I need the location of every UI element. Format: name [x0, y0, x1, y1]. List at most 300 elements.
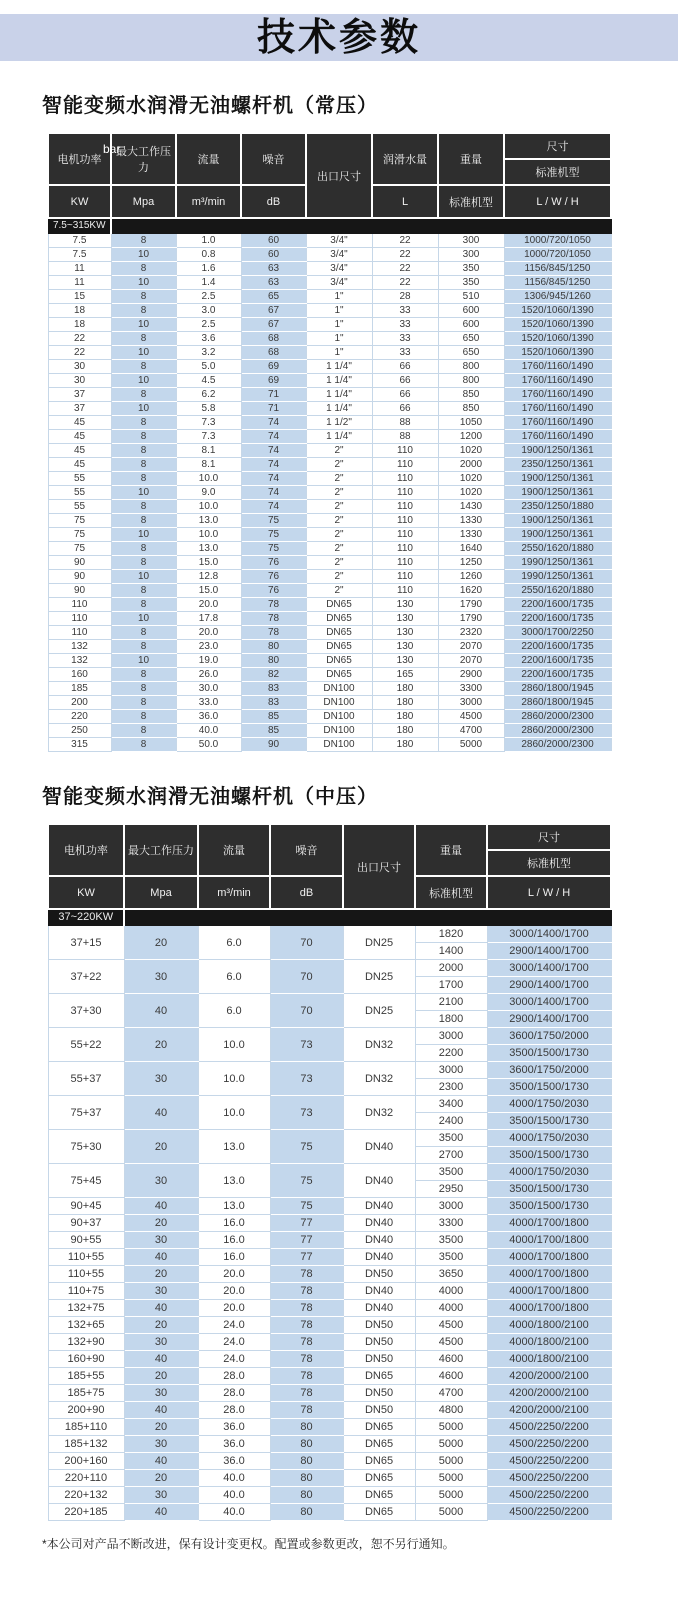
cell-outlet-size: 1 1/4"	[306, 430, 372, 444]
cell-max-pressure: 40	[124, 1504, 198, 1521]
cell-noise: 78	[270, 1402, 343, 1419]
cell-motor-power: 7.5	[48, 234, 111, 248]
cell-lube-water: 33	[372, 318, 438, 332]
cell-max-pressure: 30	[124, 1487, 198, 1504]
cell-weight: 1020	[438, 486, 504, 500]
table-row	[48, 1504, 611, 1521]
table-row	[48, 1283, 611, 1300]
cell-flow: 40.0	[176, 724, 241, 738]
table-row	[48, 500, 611, 514]
cell-outlet-size: DN65	[306, 626, 372, 640]
cell-dimensions: 4000/1750/2030	[487, 1096, 611, 1113]
unit-kw: KW	[48, 185, 111, 218]
cell-weight: 1020	[438, 444, 504, 458]
cell-motor-power: 45	[48, 430, 111, 444]
cell-flow: 15.0	[176, 584, 241, 598]
cell-outlet-size: DN65	[343, 1453, 415, 1470]
cell-motor-power: 185+132	[48, 1436, 124, 1453]
cell-outlet-size: DN40	[343, 1232, 415, 1249]
cell-max-pressure: 10	[111, 528, 176, 542]
cell-outlet-size: DN50	[343, 1385, 415, 1402]
cell-motor-power: 75	[48, 528, 111, 542]
cell-lube-water: 66	[372, 402, 438, 416]
cell-dimensions: 4000/1700/1800	[487, 1283, 611, 1300]
unit-liter: L	[372, 185, 438, 218]
cell-weight: 4600	[415, 1368, 487, 1385]
cell-noise: 76	[241, 556, 306, 570]
cell-noise: 85	[241, 710, 306, 724]
cell-noise: 78	[270, 1334, 343, 1351]
cell-weight: 3000	[438, 696, 504, 710]
table-row	[48, 542, 611, 556]
cell-dimensions: 2860/2000/2300	[504, 738, 611, 752]
range-band-row	[48, 909, 611, 926]
cell-dimensions: 2900/1400/1700	[487, 977, 611, 994]
cell-dimensions: 3000/1400/1700	[487, 960, 611, 977]
table-row	[48, 960, 611, 977]
cell-weight: 2950	[415, 1181, 487, 1198]
cell-noise: 75	[270, 1164, 343, 1198]
table-medium-pressure	[47, 823, 612, 1521]
cell-dimensions: 1000/720/1050	[504, 234, 611, 248]
cell-motor-power: 90	[48, 584, 111, 598]
cell-max-pressure: 40	[124, 1351, 198, 1368]
cell-outlet-size: DN40	[343, 1249, 415, 1266]
cell-weight: 4000	[415, 1283, 487, 1300]
cell-dimensions: 4000/1750/2030	[487, 1164, 611, 1181]
cell-noise: 80	[270, 1419, 343, 1436]
cell-flow: 10.0	[198, 1028, 270, 1062]
cell-motor-power: 11	[48, 262, 111, 276]
range-band-filler	[124, 909, 611, 926]
cell-weight: 510	[438, 290, 504, 304]
cell-noise: 75	[270, 1198, 343, 1215]
cell-dimensions: 4200/2000/2100	[487, 1402, 611, 1419]
cell-outlet-size: 3/4"	[306, 276, 372, 290]
cell-flow: 13.0	[176, 542, 241, 556]
table-row	[48, 234, 611, 248]
cell-dimensions: 4200/2000/2100	[487, 1368, 611, 1385]
cell-outlet-size: DN100	[306, 724, 372, 738]
table-row	[48, 318, 611, 332]
cell-weight: 5000	[415, 1453, 487, 1470]
cell-flow: 1.4	[176, 276, 241, 290]
cell-weight: 3000	[415, 1062, 487, 1079]
table-row	[48, 654, 611, 668]
unit-mpa: Mpa	[124, 876, 198, 909]
cell-motor-power: 110	[48, 626, 111, 640]
unit-lwh: L / W / H	[487, 876, 611, 909]
cell-motor-power: 45	[48, 416, 111, 430]
col-header-motor-power: 电机功率	[48, 824, 124, 876]
cell-max-pressure: 30	[124, 1334, 198, 1351]
cell-max-pressure: 8	[111, 290, 176, 304]
page	[0, 14, 678, 1552]
col-header-flow: 流量	[198, 824, 270, 876]
cell-flow: 50.0	[176, 738, 241, 752]
unit-flow: m³/min	[198, 876, 270, 909]
cell-flow: 12.8	[176, 570, 241, 584]
cell-max-pressure: 10	[111, 486, 176, 500]
cell-max-pressure: 30	[124, 1283, 198, 1300]
table-row	[48, 1232, 611, 1249]
unit-db: dB	[241, 185, 306, 218]
table-row	[48, 1266, 611, 1283]
cell-max-pressure: 8	[111, 626, 176, 640]
cell-weight: 300	[438, 248, 504, 262]
table-row	[48, 710, 611, 724]
table-row	[48, 926, 611, 943]
col-header-standard-model: 标准机型	[504, 159, 611, 185]
cell-lube-water: 110	[372, 500, 438, 514]
cell-motor-power: 7.5	[48, 248, 111, 262]
cell-weight: 650	[438, 332, 504, 346]
table-row	[48, 374, 611, 388]
table-row	[48, 290, 611, 304]
cell-dimensions: 3500/1500/1730	[487, 1045, 611, 1062]
cell-dimensions: 4500/2250/2200	[487, 1436, 611, 1453]
cell-motor-power: 45	[48, 458, 111, 472]
cell-dimensions: 3000/1700/2250	[504, 626, 611, 640]
cell-noise: 73	[270, 1028, 343, 1062]
cell-max-pressure: 30	[124, 1062, 198, 1096]
cell-motor-power: 90+45	[48, 1198, 124, 1215]
cell-max-pressure: 40	[124, 1249, 198, 1266]
cell-dimensions: 4200/2000/2100	[487, 1385, 611, 1402]
cell-noise: 82	[241, 668, 306, 682]
cell-outlet-size: 1 1/4"	[306, 388, 372, 402]
cell-max-pressure: 8	[111, 388, 176, 402]
cell-motor-power: 37+22	[48, 960, 124, 994]
cell-noise: 78	[241, 612, 306, 626]
cell-flow: 28.0	[198, 1402, 270, 1419]
cell-outlet-size: 2"	[306, 458, 372, 472]
table-row	[48, 1164, 611, 1181]
cell-dimensions: 1900/1250/1361	[504, 472, 611, 486]
cell-weight: 5000	[415, 1436, 487, 1453]
table-row	[48, 1028, 611, 1045]
table-row	[48, 1334, 611, 1351]
cell-weight: 1800	[415, 1011, 487, 1028]
cell-dimensions: 1000/720/1050	[504, 248, 611, 262]
cell-dimensions: 1520/1060/1390	[504, 304, 611, 318]
table-row	[48, 682, 611, 696]
cell-noise: 80	[270, 1436, 343, 1453]
cell-outlet-size: 2"	[306, 556, 372, 570]
cell-motor-power: 185	[48, 682, 111, 696]
cell-flow: 10.0	[198, 1096, 270, 1130]
col-header-weight: 重量	[438, 133, 504, 185]
cell-motor-power: 220+185	[48, 1504, 124, 1521]
cell-motor-power: 18	[48, 304, 111, 318]
col-header-lube-water: 润滑水量	[372, 133, 438, 185]
cell-max-pressure: 10	[111, 654, 176, 668]
cell-motor-power: 200	[48, 696, 111, 710]
cell-max-pressure: 8	[111, 234, 176, 248]
cell-motor-power: 220+132	[48, 1487, 124, 1504]
cell-motor-power: 185+75	[48, 1385, 124, 1402]
cell-outlet-size: DN100	[306, 738, 372, 752]
cell-noise: 74	[241, 500, 306, 514]
table-row	[48, 738, 611, 752]
cell-flow: 36.0	[198, 1436, 270, 1453]
cell-noise: 76	[241, 584, 306, 598]
cell-motor-power: 132+90	[48, 1334, 124, 1351]
cell-dimensions: 2350/1250/1361	[504, 458, 611, 472]
page-title: 技术参数	[256, 16, 421, 59]
cell-flow: 13.0	[176, 514, 241, 528]
cell-max-pressure: 8	[111, 696, 176, 710]
cell-outlet-size: DN25	[343, 926, 415, 960]
cell-outlet-size: DN40	[343, 1300, 415, 1317]
cell-weight: 2400	[415, 1113, 487, 1130]
cell-weight: 300	[438, 234, 504, 248]
cell-dimensions: 1760/1160/1490	[504, 402, 611, 416]
cell-noise: 78	[270, 1385, 343, 1402]
cell-outlet-size: DN65	[343, 1368, 415, 1385]
cell-flow: 17.8	[176, 612, 241, 626]
cell-dimensions: 1900/1250/1361	[504, 514, 611, 528]
cell-noise: 78	[270, 1351, 343, 1368]
cell-flow: 7.3	[176, 430, 241, 444]
cell-max-pressure: 40	[124, 1300, 198, 1317]
cell-noise: 76	[241, 570, 306, 584]
cell-motor-power: 45	[48, 444, 111, 458]
col-header-noise: 噪音	[270, 824, 343, 876]
cell-outlet-size: 1"	[306, 332, 372, 346]
cell-weight: 600	[438, 318, 504, 332]
table2-header	[48, 824, 611, 909]
unit-standard-model: 标准机型	[438, 185, 504, 218]
cell-noise: 78	[270, 1300, 343, 1317]
cell-motor-power: 110	[48, 612, 111, 626]
cell-weight: 2900	[438, 668, 504, 682]
table-normal-pressure	[47, 132, 612, 752]
table1-band	[48, 218, 611, 234]
cell-dimensions: 1306/945/1260	[504, 290, 611, 304]
cell-dimensions: 4000/1700/1800	[487, 1232, 611, 1249]
cell-flow: 26.0	[176, 668, 241, 682]
cell-lube-water: 110	[372, 444, 438, 458]
cell-dimensions: 4000/1700/1800	[487, 1266, 611, 1283]
cell-lube-water: 110	[372, 514, 438, 528]
cell-weight: 600	[438, 304, 504, 318]
cell-max-pressure: 8	[111, 710, 176, 724]
cell-noise: 74	[241, 472, 306, 486]
cell-weight: 5000	[415, 1487, 487, 1504]
cell-max-pressure: 10	[111, 612, 176, 626]
cell-weight: 3000	[415, 1028, 487, 1045]
cell-max-pressure: 8	[111, 458, 176, 472]
table-row	[48, 1062, 611, 1079]
cell-max-pressure: 8	[111, 472, 176, 486]
cell-lube-water: 33	[372, 304, 438, 318]
cell-dimensions: 4500/2250/2200	[487, 1419, 611, 1436]
table-row	[48, 1385, 611, 1402]
cell-outlet-size: DN50	[343, 1351, 415, 1368]
cell-outlet-size: 1 1/4"	[306, 360, 372, 374]
cell-weight: 5000	[415, 1470, 487, 1487]
cell-outlet-size: DN40	[343, 1198, 415, 1215]
cell-outlet-size: DN100	[306, 710, 372, 724]
cell-flow: 2.5	[176, 290, 241, 304]
cell-noise: 80	[270, 1504, 343, 1521]
cell-outlet-size: DN40	[343, 1130, 415, 1164]
table-row	[48, 1453, 611, 1470]
cell-weight: 3300	[415, 1215, 487, 1232]
cell-outlet-size: DN32	[343, 1096, 415, 1130]
cell-dimensions: 4500/2250/2200	[487, 1504, 611, 1521]
table-row	[48, 584, 611, 598]
cell-outlet-size: DN65	[306, 640, 372, 654]
cell-outlet-size: 2"	[306, 514, 372, 528]
cell-max-pressure: 10	[111, 374, 176, 388]
cell-outlet-size: DN65	[343, 1419, 415, 1436]
cell-lube-water: 130	[372, 654, 438, 668]
cell-flow: 8.1	[176, 458, 241, 472]
cell-motor-power: 18	[48, 318, 111, 332]
cell-motor-power: 55	[48, 472, 111, 486]
cell-noise: 85	[241, 724, 306, 738]
unit-lwh: L / W / H	[504, 185, 611, 218]
cell-dimensions: 1990/1250/1361	[504, 556, 611, 570]
cell-weight: 1700	[415, 977, 487, 994]
cell-motor-power: 55+22	[48, 1028, 124, 1062]
table-row	[48, 1419, 611, 1436]
cell-dimensions: 3500/1500/1730	[487, 1181, 611, 1198]
table-row	[48, 304, 611, 318]
table-row	[48, 696, 611, 710]
cell-dimensions: 2200/1600/1735	[504, 640, 611, 654]
cell-weight: 1790	[438, 612, 504, 626]
cell-outlet-size: DN32	[343, 1028, 415, 1062]
cell-weight: 2300	[415, 1079, 487, 1096]
cell-noise: 65	[241, 290, 306, 304]
cell-flow: 3.0	[176, 304, 241, 318]
cell-max-pressure: 40	[124, 1096, 198, 1130]
cell-noise: 74	[241, 430, 306, 444]
cell-weight: 850	[438, 388, 504, 402]
cell-dimensions: 3000/1400/1700	[487, 926, 611, 943]
cell-noise: 78	[241, 626, 306, 640]
cell-noise: 69	[241, 360, 306, 374]
cell-weight: 3500	[415, 1130, 487, 1147]
cell-outlet-size: DN40	[343, 1215, 415, 1232]
unit-db: dB	[270, 876, 343, 909]
cell-dimensions: 2900/1400/1700	[487, 943, 611, 960]
cell-flow: 1.0	[176, 234, 241, 248]
cell-lube-water: 110	[372, 528, 438, 542]
col-header-outlet-size: 出口尺寸	[306, 133, 372, 218]
cell-max-pressure: 10	[111, 570, 176, 584]
cell-max-pressure: 40	[124, 1453, 198, 1470]
table-row	[48, 1436, 611, 1453]
cell-weight: 1430	[438, 500, 504, 514]
cell-flow: 24.0	[198, 1317, 270, 1334]
cell-dimensions: 2860/2000/2300	[504, 724, 611, 738]
cell-lube-water: 66	[372, 374, 438, 388]
cell-max-pressure: 30	[124, 1436, 198, 1453]
cell-outlet-size: 2"	[306, 528, 372, 542]
cell-motor-power: 22	[48, 346, 111, 360]
cell-motor-power: 185+55	[48, 1368, 124, 1385]
col-header-motor-power: 电机功率	[48, 133, 111, 185]
cell-weight: 4500	[438, 710, 504, 724]
cell-flow: 24.0	[198, 1334, 270, 1351]
cell-max-pressure: 30	[124, 1385, 198, 1402]
cell-noise: 78	[270, 1317, 343, 1334]
col-header-flow: 流量	[176, 133, 241, 185]
unit-flow: m³/min	[176, 185, 241, 218]
cell-noise: 68	[241, 332, 306, 346]
table-row	[48, 1249, 611, 1266]
cell-motor-power: 132	[48, 640, 111, 654]
cell-lube-water: 180	[372, 710, 438, 724]
cell-motor-power: 220+110	[48, 1470, 124, 1487]
cell-flow: 2.5	[176, 318, 241, 332]
range-band-label: 37~220KW	[48, 909, 124, 926]
cell-flow: 15.0	[176, 556, 241, 570]
table-row	[48, 1351, 611, 1368]
cell-noise: 83	[241, 682, 306, 696]
cell-noise: 80	[270, 1487, 343, 1504]
cell-max-pressure: 10	[111, 346, 176, 360]
table-row	[48, 430, 611, 444]
cell-dimensions: 2860/1800/1945	[504, 682, 611, 696]
cell-motor-power: 75+30	[48, 1130, 124, 1164]
cell-dimensions: 2200/1600/1735	[504, 612, 611, 626]
table1-header	[48, 133, 611, 218]
cell-max-pressure: 8	[111, 416, 176, 430]
cell-dimensions: 3500/1500/1730	[487, 1079, 611, 1096]
cell-dimensions: 1760/1160/1490	[504, 430, 611, 444]
cell-weight: 2000	[438, 458, 504, 472]
cell-max-pressure: 8	[111, 738, 176, 752]
cell-lube-water: 22	[372, 276, 438, 290]
cell-noise: 70	[270, 960, 343, 994]
table2-band	[48, 909, 611, 926]
cell-weight: 1260	[438, 570, 504, 584]
cell-flow: 6.0	[198, 960, 270, 994]
cell-max-pressure: 30	[124, 960, 198, 994]
cell-dimensions: 2550/1620/1880	[504, 584, 611, 598]
cell-max-pressure: 8	[111, 556, 176, 570]
cell-lube-water: 180	[372, 738, 438, 752]
cell-outlet-size: DN25	[343, 994, 415, 1028]
table-row	[48, 1096, 611, 1113]
cell-weight: 2320	[438, 626, 504, 640]
cell-flow: 23.0	[176, 640, 241, 654]
cell-max-pressure: 8	[111, 514, 176, 528]
cell-max-pressure: 8	[111, 598, 176, 612]
cell-lube-water: 110	[372, 556, 438, 570]
cell-flow: 20.0	[198, 1266, 270, 1283]
cell-weight: 350	[438, 262, 504, 276]
col-header-dimensions: 尺寸	[504, 133, 611, 159]
cell-outlet-size: 3/4"	[306, 234, 372, 248]
cell-noise: 78	[270, 1283, 343, 1300]
cell-lube-water: 66	[372, 388, 438, 402]
cell-max-pressure: 8	[111, 262, 176, 276]
cell-flow: 16.0	[198, 1249, 270, 1266]
cell-dimensions: 3500/1500/1730	[487, 1198, 611, 1215]
cell-noise: 77	[270, 1232, 343, 1249]
cell-flow: 13.0	[198, 1164, 270, 1198]
cell-max-pressure: 40	[124, 1198, 198, 1215]
cell-outlet-size: 1 1/2"	[306, 416, 372, 430]
cell-flow: 20.0	[176, 626, 241, 640]
cell-motor-power: 37+30	[48, 994, 124, 1028]
